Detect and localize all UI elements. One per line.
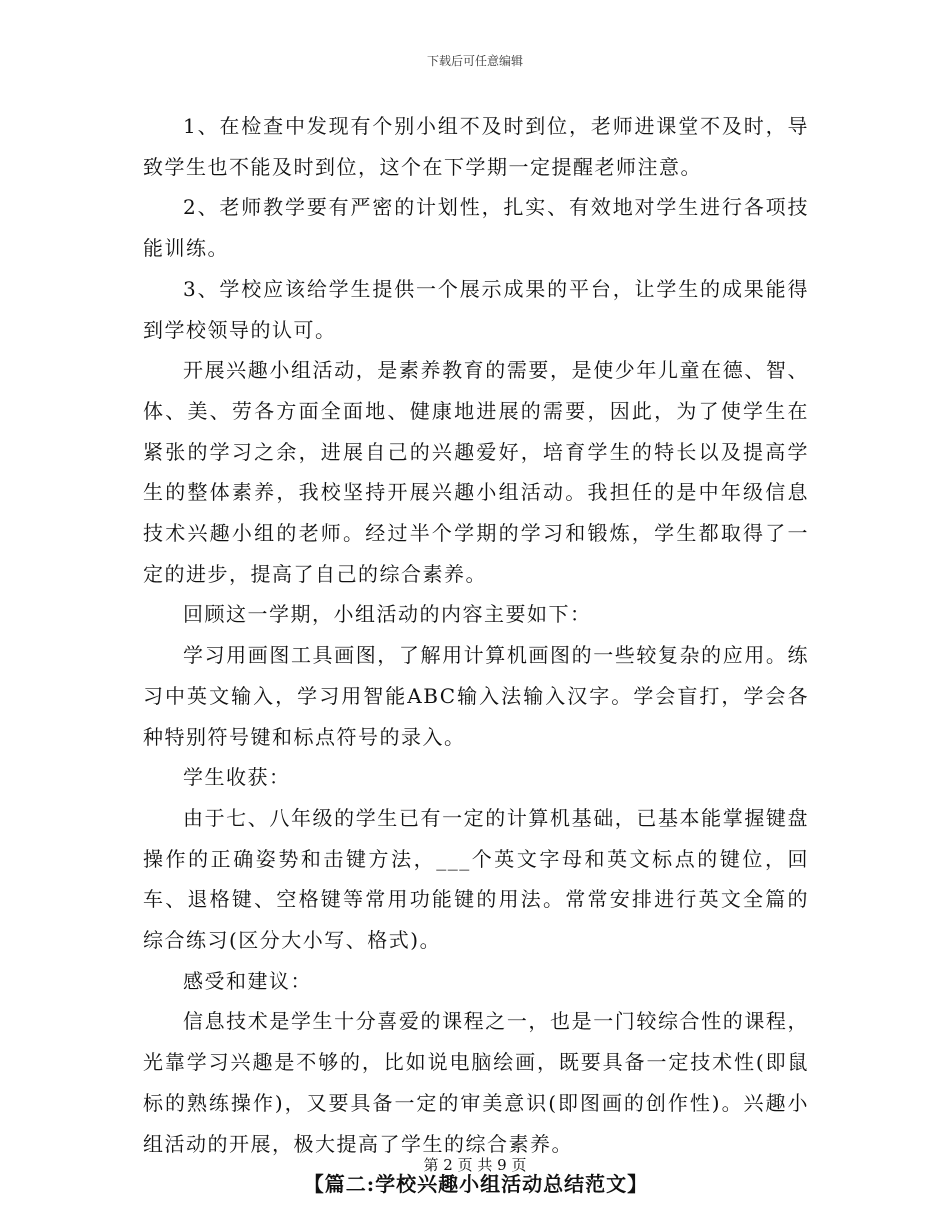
paragraph-2: 2、老师教学要有严密的计划性，扎实、有效地对学生进行各项技能训练。 [143, 195, 809, 261]
document-body [143, 106, 809, 1204]
paragraph-5: 回顾这一学期，小组活动的内容主要如下： [183, 602, 592, 627]
section-title: 【篇二:学校兴趣小组活动总结范文】 [303, 1172, 649, 1197]
paragraph-7: 学生收获： [183, 765, 291, 790]
paragraph-6: 学习用画图工具画图，了解用计算机画图的一些较复杂的应用。练习中英文输入，学习用智能ABC输入法输入汉字。学会盲打，学会各种特别符号键和标点符号的录入。 [143, 643, 809, 749]
paragraph-9: 感受和建议： [183, 968, 312, 993]
paragraph-4: 开展兴趣小组活动，是素养教育的需要，是使少年儿童在德、智、体、美、劳各方面全面地、健康地进展的需要，因此，为了使学生在紧张的学习之余，进展自己的兴趣爱好，培育学生的特长以及提高学生的整体素养，我校坚持开展兴趣小组活动。我担任的是中年级信息技术兴趣小组的老师。经过半个学期的学习和锻炼，学生都取得了一定的进步，提高了自己的综合素养。 [143, 358, 809, 586]
page-header: 下载后可任意编辑 [426, 54, 523, 68]
paragraph-1: 1、在检查中发现有个别小组不及时到位，老师进课堂不及时，导致学生也不能及时到位，这个在下学期一定提醒老师注意。 [143, 114, 809, 179]
paragraph-3: 3、学校应该给学生提供一个展示成果的平台，让学生的成果能得到学校领导的认可。 [143, 276, 809, 342]
paragraph-8: 由于七、八年级的学生已有一定的计算机基础，已基本能掌握键盘操作的正确姿势和击键方法，___个英文字母和英文标点的键位，回车、退格键、空格键等常用功能键的用法。常常安排进行英文全篇的综合练习(区分大小写、格式)。 [143, 805, 809, 953]
page-footer: 第 2 页 共 9 页 [423, 1156, 527, 1174]
paragraph-10: 信息技术是学生十分喜爱的课程之一，也是一门较综合性的课程，光靠学习兴趣是不够的，比如说电脑绘画，既要具备一定技术性(即鼠标的熟练操作)，又要具备一定的审美意识(即图画的创作性)。兴趣小组活动的开展，极大提高了学生的综合素养。 [143, 1009, 809, 1156]
